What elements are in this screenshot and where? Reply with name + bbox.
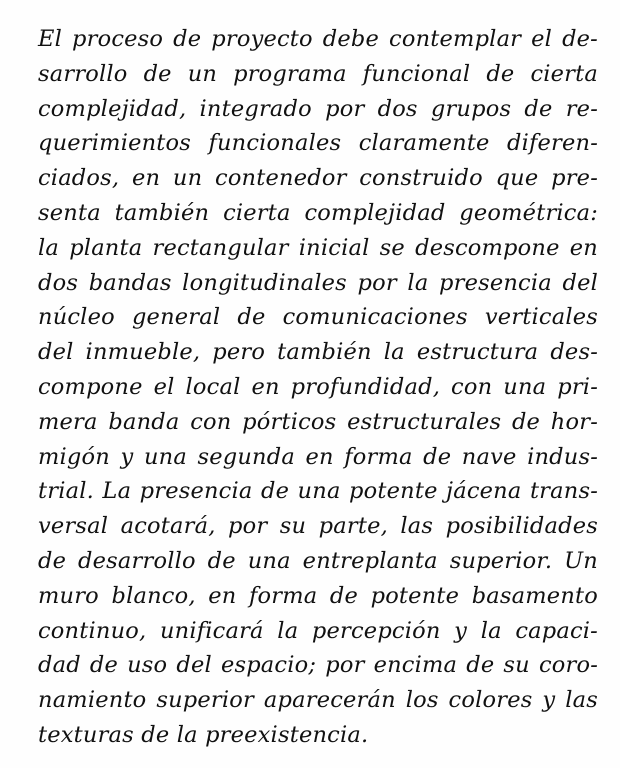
- text-line: namiento superior aparecerán los colores y las: [38, 687, 598, 714]
- text-line: la planta rectangular inicial se descompone en: [38, 234, 598, 261]
- text-line: dad de uso del espacio; por encima de su coro-: [38, 652, 598, 679]
- text-line: mera banda con pórticos estructurales de hor-: [38, 408, 598, 435]
- text-line: dos bandas longitudinales por la presencia del: [38, 269, 598, 296]
- text-line: compone el local en profundidad, con una pri-: [38, 373, 598, 400]
- text-line: muro blanco, en forma de potente basamento: [38, 582, 598, 609]
- text-line: versal acotará, por su parte, las posibilidades: [38, 513, 598, 540]
- text-line: núcleo general de comunicaciones verticales: [38, 304, 598, 331]
- text-line: de desarrollo de una entreplanta superior. Un: [38, 547, 598, 574]
- text-line: querimientos funcionales claramente diferen-: [38, 130, 598, 157]
- text-line: senta también cierta complejidad geométrica:: [38, 199, 598, 226]
- text-line: El proceso de proyecto debe contemplar el de-: [38, 26, 598, 52]
- text-line: complejidad, integrado por dos grupos de re-: [38, 95, 598, 122]
- text-line: trial. La presencia de una potente jácena trans-: [38, 478, 598, 505]
- text-line: texturas de la preexistencia.: [38, 721, 369, 748]
- text-line: continuo, unificará la percepción y la capaci-: [38, 617, 598, 644]
- text-line: migón y una segunda en forma de nave indus-: [38, 443, 598, 470]
- text-line: sarrollo de un programa funcional de cierta: [38, 60, 598, 87]
- text-line: del inmueble, pero también la estructura des-: [38, 339, 598, 366]
- paragraph: [38, 22, 598, 753]
- text-line: ciados, en un contenedor construido que pre-: [38, 165, 598, 192]
